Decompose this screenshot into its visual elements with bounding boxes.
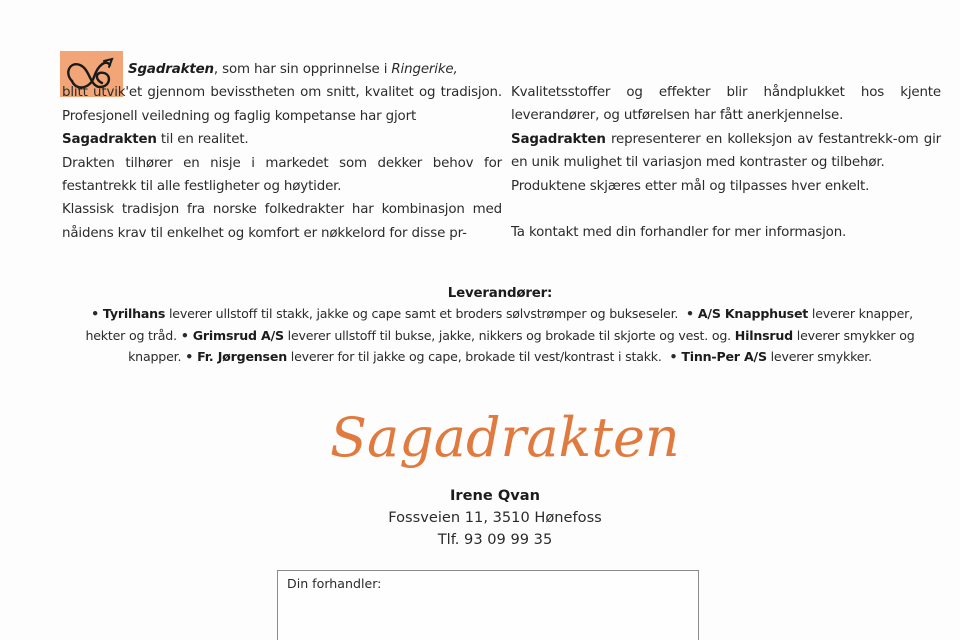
intro-paragraph-3: Klassisk tradisjon fra norske folkedrakter har kombinasjon med nåidens krav til enkelhet og komfort er nøkkelord for disse pr-: [62, 202, 502, 241]
dealer-box: [277, 570, 699, 640]
supplier-name: A/S Knapphuset: [697, 306, 809, 321]
brand-name: Sagadrakten: [511, 131, 606, 147]
suppliers-line-1: • Tyrilhans leverer ullstoff til stakk, jakke og cape samt et broders sølvstrømper og bukseseler. • A/S Knapphuset leverer knapper,: [91, 306, 913, 321]
suppliers-line-2: hekter og tråd. • Grimsrud A/S leverer ullstoff til bukse, jakke, nikkers og brokade til skjorte og vest. og. Hilnsrud leverer smykker og: [85, 327, 915, 343]
suppliers-title: Leverandører:: [447, 286, 553, 301]
tailoring-paragraph: Produktene skjæres etter mål og tilpasses hver enkelt.: [511, 178, 870, 194]
quality-paragraph: Kvalitetsstoffer og effekter blir håndplukket hos kjente leverandører, og utførelsen har fått anerkjennelse.: [511, 85, 941, 124]
collection-paragraph: Sagadrakten representerer en kolleksjon av festantrekk-om gir en unik mulighet til variasjon med kontraster og tilbehør.: [511, 131, 941, 171]
intro-paragraph-1: Sgadrakten, som har sin opprinnelse i Ringerike, blitt utvik'et gjennom bevisstheten om snitt, kvalitet og tradisjon. Profesjonell veiledning og faglig kompetanse har gjort Sagadrakten til en realitet.: [62, 62, 502, 148]
suppliers-line-3: knapper. • Fr. Jørgensen leverer for til jakke og cape, brokade til vest/kontrast i stakk. • Tinn-Per A/S leverer smykker.: [128, 349, 872, 364]
brand-name: Sagadrakten: [62, 132, 157, 148]
contact-dealer-paragraph: Ta kontakt med din forhandler for mer informasjon.: [511, 225, 847, 241]
contact-block: [340, 485, 650, 551]
intro-paragraph-2: Drakten tilhører en nisje i markedet som dekker behov for festantrekk til alle festligheter og høytider.: [62, 155, 502, 195]
supplier-name: Tinn-Per A/S: [681, 349, 767, 364]
dealer-box-label: Din forhandler:: [287, 576, 382, 591]
supplier-name: Tyrilhans: [102, 306, 166, 321]
supplier-name: Hilnsrud: [734, 327, 793, 343]
contact-name: Irene Qvan: [449, 487, 541, 504]
suppliers-section: [40, 286, 960, 368]
intro-column-right: [511, 81, 941, 245]
intro-column-left: [62, 58, 502, 245]
contact-phone: Tlf. 93 09 99 35: [437, 531, 553, 548]
brand-name: Sgadrakten: [128, 62, 214, 77]
supplier-name: Grimsrud A/S: [192, 327, 284, 343]
supplier-name: Fr. Jørgensen: [197, 349, 287, 364]
brand-wordmark: Sagadrakten: [330, 406, 680, 469]
contact-address: Fossveien 11, 3510 Hønefoss: [388, 509, 602, 526]
